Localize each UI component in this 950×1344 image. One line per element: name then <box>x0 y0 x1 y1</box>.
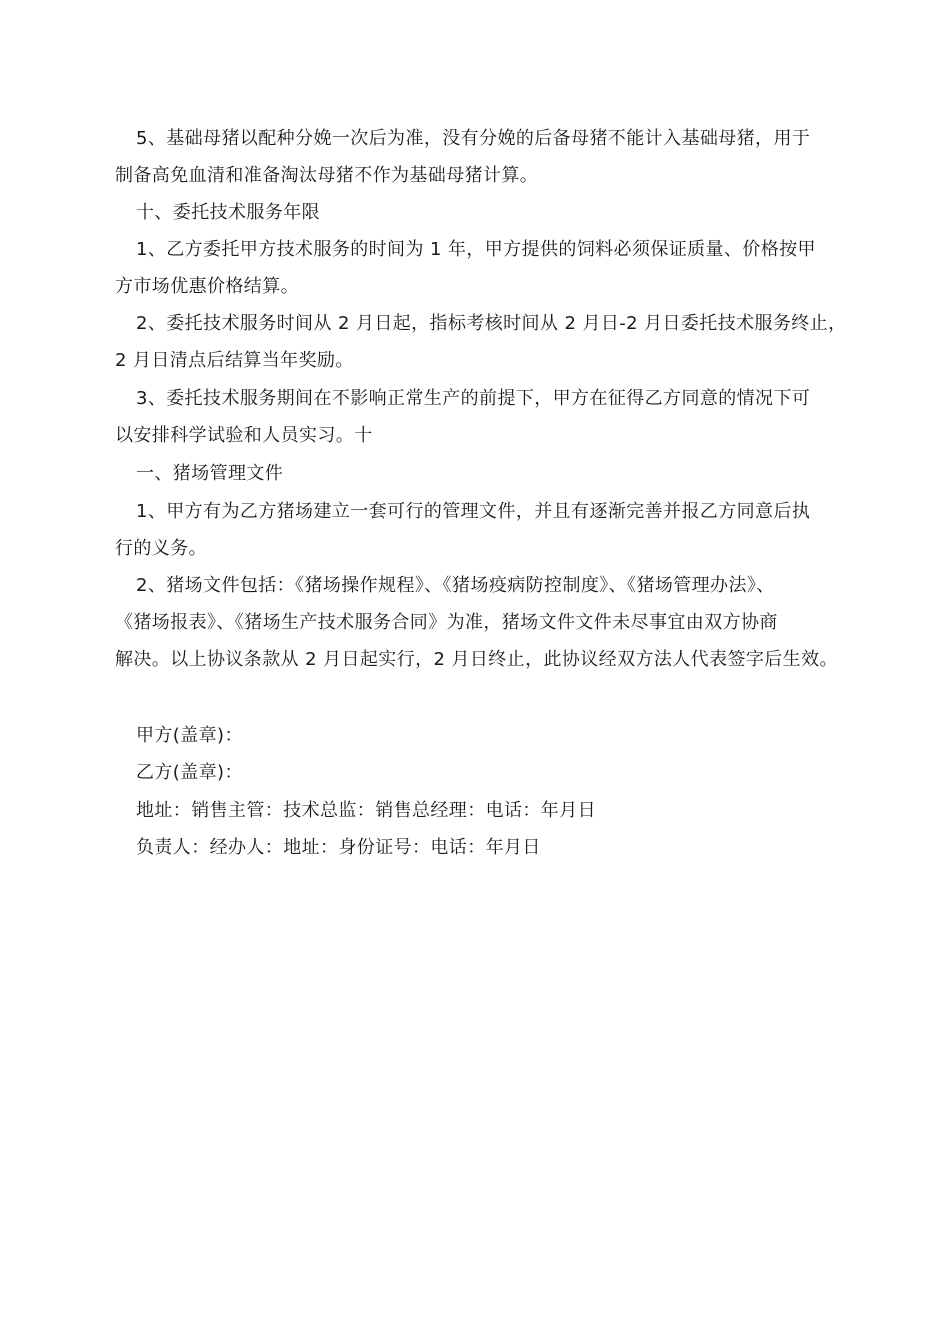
text-line: 制备高免血清和准备淘汰母猪不作为基础母猪计算。 <box>115 165 539 186</box>
text-line: 以安排科学试验和人员实习。十 <box>115 425 373 446</box>
text-line: 2、委托技术服务时间从 2 月日起，指标考核时间从 2 月日-2 月日委托技术服务终止， <box>136 313 847 334</box>
text-line: 5、基础母猪以配种分娩一次后为准，没有分娩的后备母猪不能计入基础母猪，用于 <box>136 128 811 149</box>
paragraph-service-item-1 <box>115 231 855 305</box>
paragraph-item-5 <box>115 120 855 194</box>
text-line: 方市场优惠价格结算。 <box>115 276 299 297</box>
paragraph-service-item-3 <box>115 380 855 454</box>
text-line: 2、猪场文件包括：《猪场操作规程》、《猪场疫病防控制度》、《猪场管理办法》、 <box>136 575 775 596</box>
paragraph-service-item-2 <box>115 305 855 379</box>
text-line: 1、甲方有为乙方猪场建立一套可行的管理文件，并且有逐渐完善并报乙方同意后执 <box>136 501 811 522</box>
signature-responsible-line: 负责人：经办人：地址：身份证号：电话：年月日 <box>136 837 541 858</box>
signature-party-b: 乙方(盖章)： <box>136 762 243 783</box>
heading-text: 一、猪场管理文件 <box>136 463 284 484</box>
section-heading-10 <box>115 194 855 231</box>
paragraph-management-item-2 <box>115 567 855 678</box>
text-line: 行的义务。 <box>115 538 207 559</box>
text-line: 1、乙方委托甲方技术服务的时间为 1 年，甲方提供的饲料必须保证质量、价格按甲 <box>136 239 816 260</box>
text-line: 《猪场报表》、《猪场生产技术服务合同》为准，猪场文件文件未尽事宜由双方协商 <box>115 612 778 633</box>
paragraph-management-item-1 <box>115 493 855 567</box>
section-heading-11 <box>115 455 855 492</box>
text-line: 解决。以上协议条款从 2 月日起实行，2 月日终止，此协议经双方法人代表签字后生效。 <box>115 649 838 670</box>
signature-address-line: 地址：销售主管：技术总监：销售总经理：电话：年月日 <box>136 800 596 821</box>
text-line: 2 月日清点后结算当年奖励。 <box>115 350 354 371</box>
text-line: 3、委托技术服务期间在不影响正常生产的前提下，甲方在征得乙方同意的情况下可 <box>136 388 811 409</box>
signature-party-a: 甲方(盖章)： <box>136 725 243 746</box>
heading-text: 十、委托技术服务年限 <box>136 202 320 223</box>
